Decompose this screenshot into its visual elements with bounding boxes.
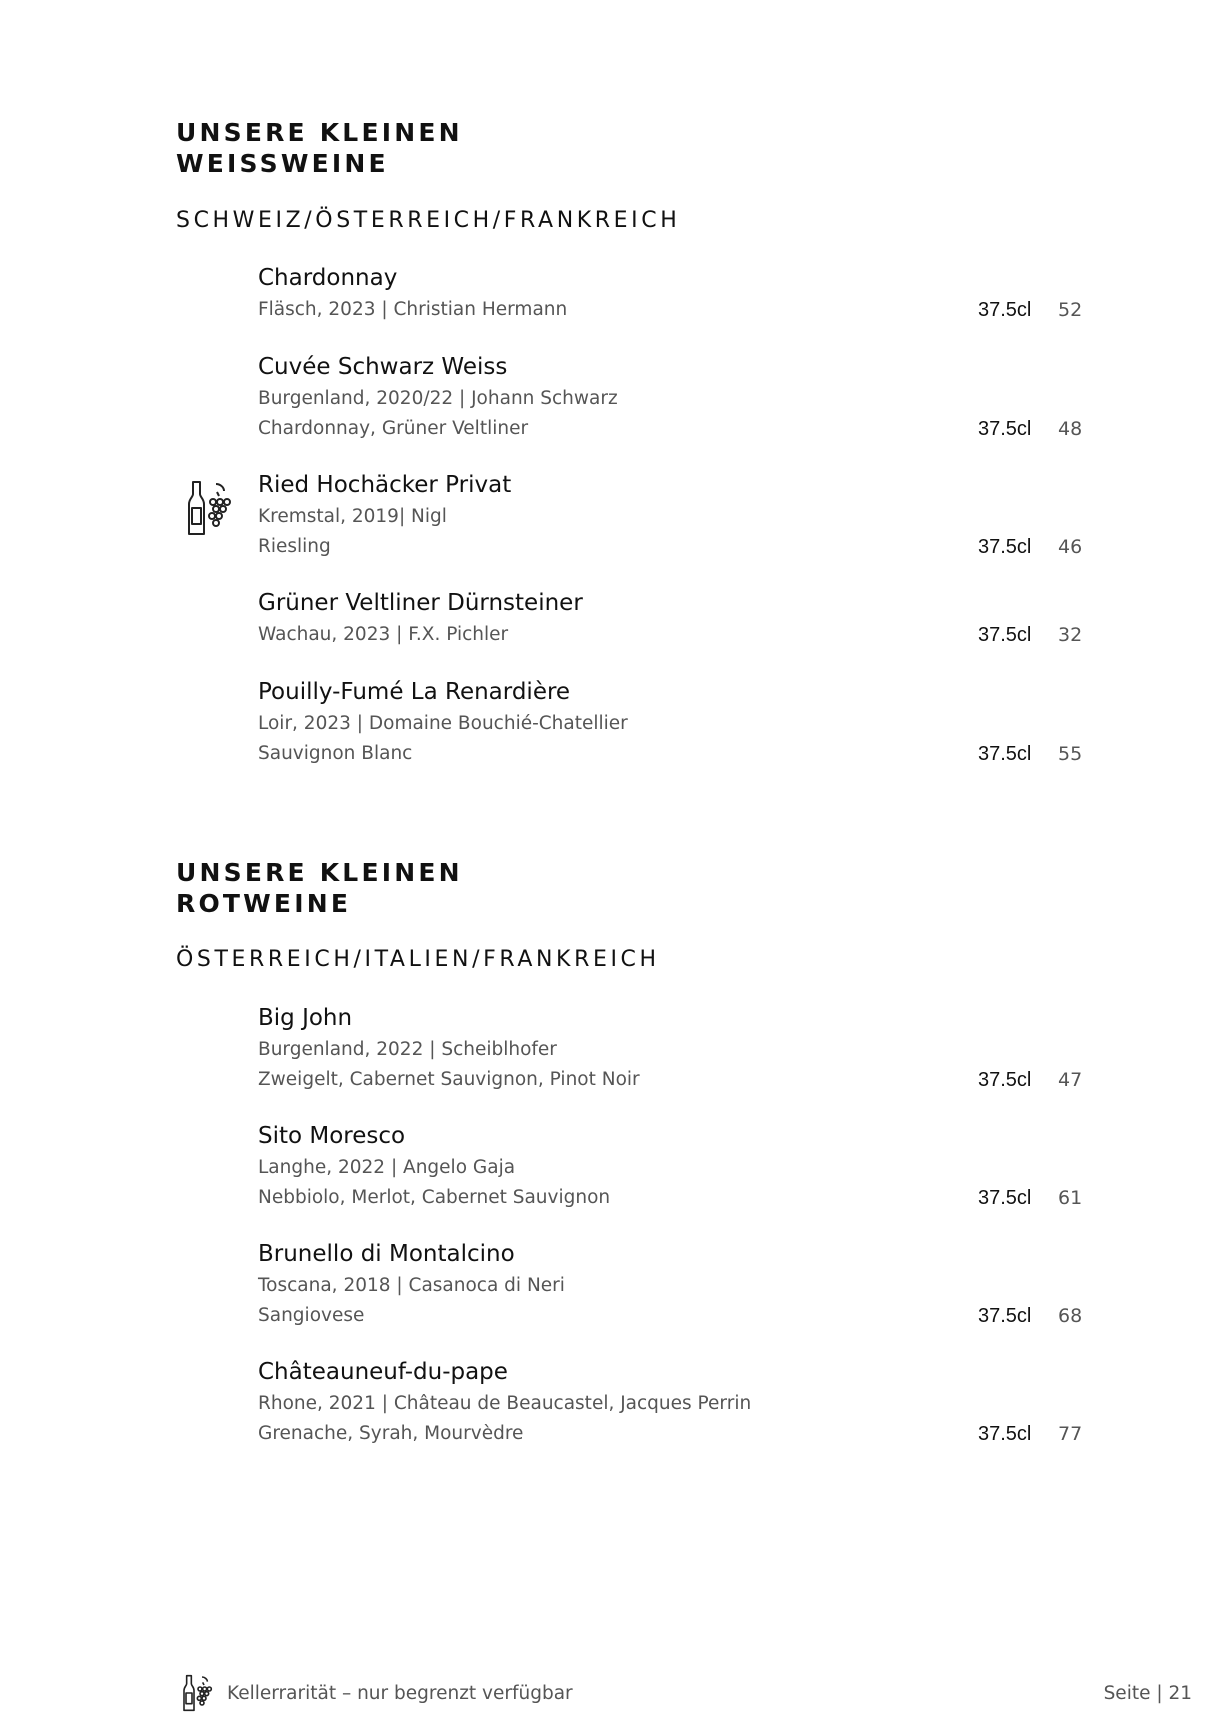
wine-origin: Burgenland, 2020/22 | Johann Schwarz (258, 388, 618, 409)
wine-price: 46 (1058, 536, 1083, 558)
wine-name: Cuvée Schwarz Weiss (258, 354, 508, 380)
wine-name: Grüner Veltliner Dürnsteiner (258, 590, 583, 616)
wine-origin (258, 295, 1088, 325)
wine-grapes (258, 739, 1088, 769)
wine-origin: Langhe, 2022 | Angelo Gaja (258, 1157, 516, 1178)
wine-origin: Toscana, 2018 | Casanoca di Neri (258, 1275, 565, 1296)
wine-name: Big John (258, 1005, 353, 1031)
wine-price: 61 (1058, 1187, 1083, 1209)
wine-item (258, 1003, 1088, 1095)
wine-item (258, 1121, 1088, 1213)
section-title-line: ROTWEINE (176, 889, 352, 918)
region-heading-white: SCHWEIZ/ÖSTERREICH/FRANKREICH (176, 208, 681, 233)
section-title-red-wines (176, 857, 463, 919)
wine-name: Pouilly-Fumé La Renardière (258, 679, 571, 705)
wine-price: 55 (1058, 743, 1083, 765)
section-title-line: UNSERE KLEINEN (176, 118, 463, 147)
wine-origin: Rhone, 2021 | Château de Beaucastel, Jacques Perrin (258, 1393, 752, 1414)
wine-origin: Burgenland, 2022 | Scheiblhofer (258, 1039, 557, 1060)
wine-bottle-grapes-icon (182, 1673, 214, 1713)
wine-grapes (258, 532, 1088, 562)
wine-item (258, 352, 1088, 444)
wine-volume: 37.5cl (978, 418, 1032, 440)
wine-volume: 37.5cl (978, 1069, 1032, 1091)
wine-price: 32 (1058, 624, 1083, 646)
wine-name: Brunello di Montalcino (258, 1241, 515, 1267)
wine-grapes (258, 1301, 1088, 1331)
wine-volume: 37.5cl (978, 536, 1032, 558)
wine-origin-text: Fläsch, 2023 | Christian Hermann (258, 299, 568, 320)
wine-name: Ried Hochäcker Privat (258, 472, 512, 498)
region-heading-red: ÖSTERREICH/ITALIEN/FRANKREICH (176, 947, 660, 972)
wine-item (258, 588, 1088, 650)
wine-bottle-grapes-icon (186, 480, 234, 536)
wine-name: Chardonnay (258, 265, 398, 291)
wine-origin-text: Wachau, 2023 | F.X. Pichler (258, 624, 509, 645)
wine-price: 47 (1058, 1069, 1083, 1091)
wine-grapes (258, 1419, 1088, 1449)
page-number: Seite | 21 (1103, 1683, 1192, 1704)
section-title-line: WEISSWEINE (176, 149, 389, 178)
wine-grapes-text: Nebbiolo, Merlot, Cabernet Sauvignon (258, 1187, 611, 1208)
wine-item (258, 677, 1088, 769)
wine-name: Sito Moresco (258, 1123, 406, 1149)
wine-origin: Loir, 2023 | Domaine Bouchié-Chatellier (258, 713, 628, 734)
wine-volume: 37.5cl (978, 1187, 1032, 1209)
wine-price: 48 (1058, 418, 1083, 440)
wine-grapes (258, 1183, 1088, 1213)
wine-grapes (258, 1065, 1088, 1095)
wine-volume: 37.5cl (978, 624, 1032, 646)
wine-item (258, 1357, 1088, 1449)
wine-volume: 37.5cl (978, 1423, 1032, 1445)
wine-name: Châteauneuf-du-pape (258, 1359, 508, 1385)
wine-grapes-text: Chardonnay, Grüner Veltliner (258, 418, 529, 439)
footer-legend: Kellerrarität – nur begrenzt verfügbar (227, 1683, 573, 1704)
wine-price: 52 (1058, 299, 1083, 321)
wine-origin: Kremstal, 2019| Nigl (258, 506, 447, 527)
wine-volume: 37.5cl (978, 1305, 1032, 1327)
wine-item (258, 470, 1088, 562)
wine-origin (258, 620, 1088, 650)
wine-price: 77 (1058, 1423, 1083, 1445)
wine-volume: 37.5cl (978, 299, 1032, 321)
wine-grapes-text: Zweigelt, Cabernet Sauvignon, Pinot Noir (258, 1069, 640, 1090)
wine-grapes-text: Sauvignon Blanc (258, 743, 413, 764)
wine-item (258, 1239, 1088, 1331)
wine-grapes-text: Riesling (258, 536, 331, 557)
wine-price: 68 (1058, 1305, 1083, 1327)
section-title-line: UNSERE KLEINEN (176, 858, 463, 887)
wine-volume: 37.5cl (978, 743, 1032, 765)
section-title-white-wines (176, 117, 463, 179)
wine-grapes-text: Sangiovese (258, 1305, 365, 1326)
wine-item (258, 263, 1088, 325)
wine-grapes-text: Grenache, Syrah, Mourvèdre (258, 1423, 524, 1444)
wine-grapes (258, 414, 1088, 444)
